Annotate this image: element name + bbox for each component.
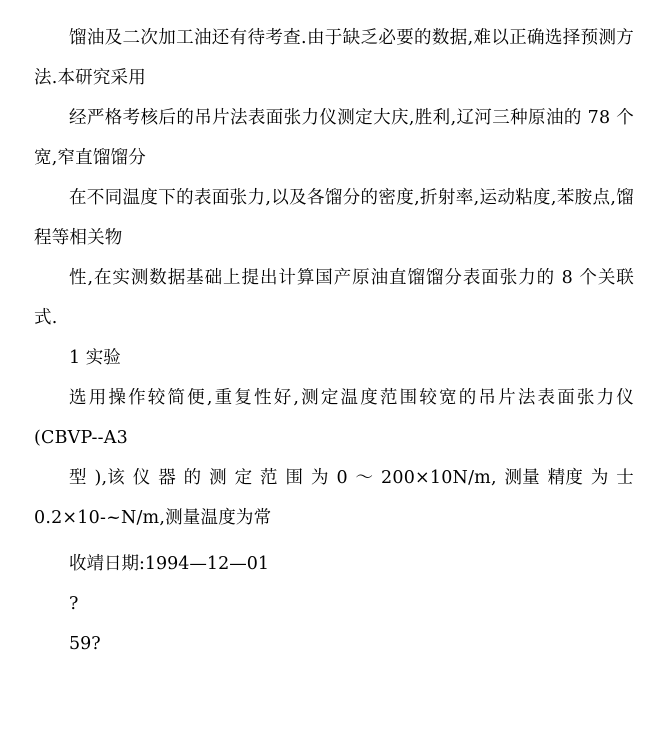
page-mark-2: 59? bbox=[69, 634, 101, 654]
received-date-line: 收靖日期:1994—12—01 bbox=[69, 554, 269, 574]
paragraph-7: 型 ),该 仪 器 的 测 定 范 围 为 0 ～ 200×10N/m, 测量 精度 为 士 0.2×10-~N/m,测量温度为常 bbox=[34, 468, 634, 528]
paragraph-2: 经严格考核后的吊片法表面张力仪测定大庆,胜利,辽河三种原油的 78 个宽,窄直馏馏分 bbox=[34, 108, 634, 168]
section-heading-1-experiment: 1 实验 bbox=[69, 348, 121, 368]
paragraph-4: 性,在实测数据基础上提出计算国产原油直馏馏分表面张力的 8 个关联式. bbox=[34, 268, 634, 328]
footer-block bbox=[34, 544, 634, 664]
paragraph-6: 选用操作较简便,重复性好,测定温度范围较宽的吊片法表面张力仪(CBVP--A3 bbox=[34, 388, 634, 448]
page-mark-1: ? bbox=[69, 594, 79, 614]
paragraph-1: 馏油及二次加工油还有待考查.由于缺乏必要的数据,难以正确选择预测方法.本研究采用 bbox=[34, 28, 634, 88]
paragraph-3: 在不同温度下的表面张力,以及各馏分的密度,折射率,运动粘度,苯胺点,馏程等相关物 bbox=[34, 188, 634, 248]
